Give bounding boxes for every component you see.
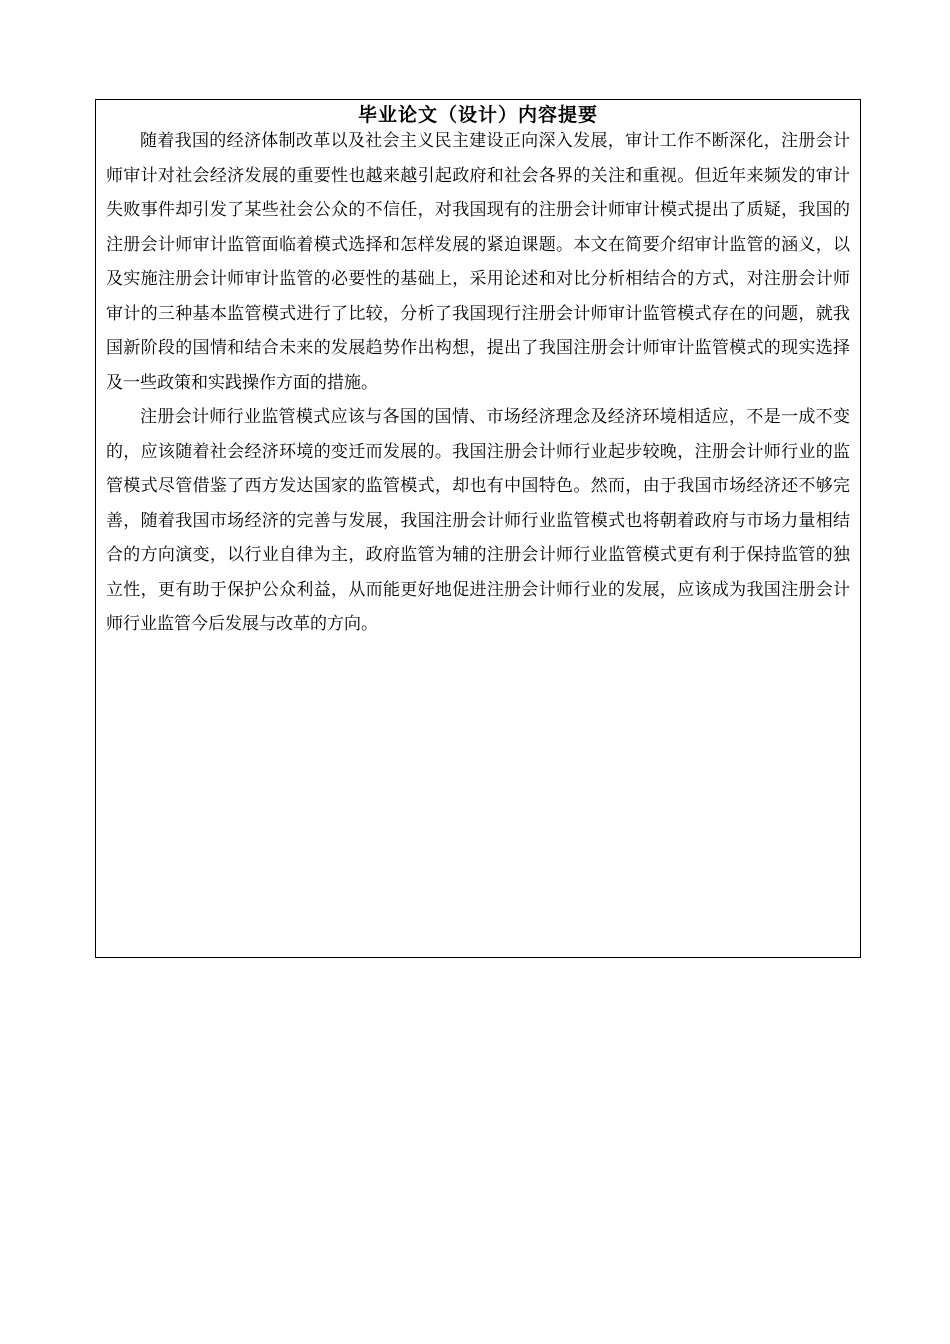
abstract-paragraph-2: 注册会计师行业监管模式应该与各国的国情、市场经济理念及经济环境相适应，不是一成不变的，应该随着社会经济环境的变迁而发展的。我国注册会计师行业起步较晚，注册会计师行业的监管模式尽管借鉴了西方发达国家的监管模式，却也有中国特色。然而，由于我国市场经济还不够完善，随着我国市场经济的完善与发展，我国注册会计师行业监管模式也将朝着政府与市场力量相结合的方向演变，以行业自律为主，政府监管为辅的注册会计师行业监管模式更有利于保持监管的独立性，更有助于保护公众利益，从而能更好地促进注册会计师行业的发展，应该成为我国注册会计师行业监管今后发展与改革的方向。 bbox=[106, 407, 850, 634]
document-title: 毕业论文（设计）内容提要 bbox=[357, 104, 598, 126]
abstract-box bbox=[95, 99, 861, 958]
abstract-paragraph-1: 随着我国的经济体制改革以及社会主义民主建设正向深入发展，审计工作不断深化，注册会计师审计对社会经济发展的重要性也越来越引起政府和社会各界的关注和重视。但近年来频发的审计失败事件却引发了某些社会公众的不信任，对我国现有的注册会计师审计模式提出了质疑，我国的注册会计师审计监管面临着模式选择和怎样发展的紧迫课题。本文在简要介绍审计监管的涵义，以及实施注册会计师审计监管的必要性的基础上，采用论述和对比分析相结合的方式，对注册会计师审计的三种基本监管模式进行了比较，分析了我国现行注册会计师审计监管模式存在的问题，就我国新阶段的国情和结合未来的发展趋势作出构想，提出了我国注册会计师审计监管模式的现实选择及一些政策和实践操作方面的措施。 bbox=[106, 131, 850, 393]
